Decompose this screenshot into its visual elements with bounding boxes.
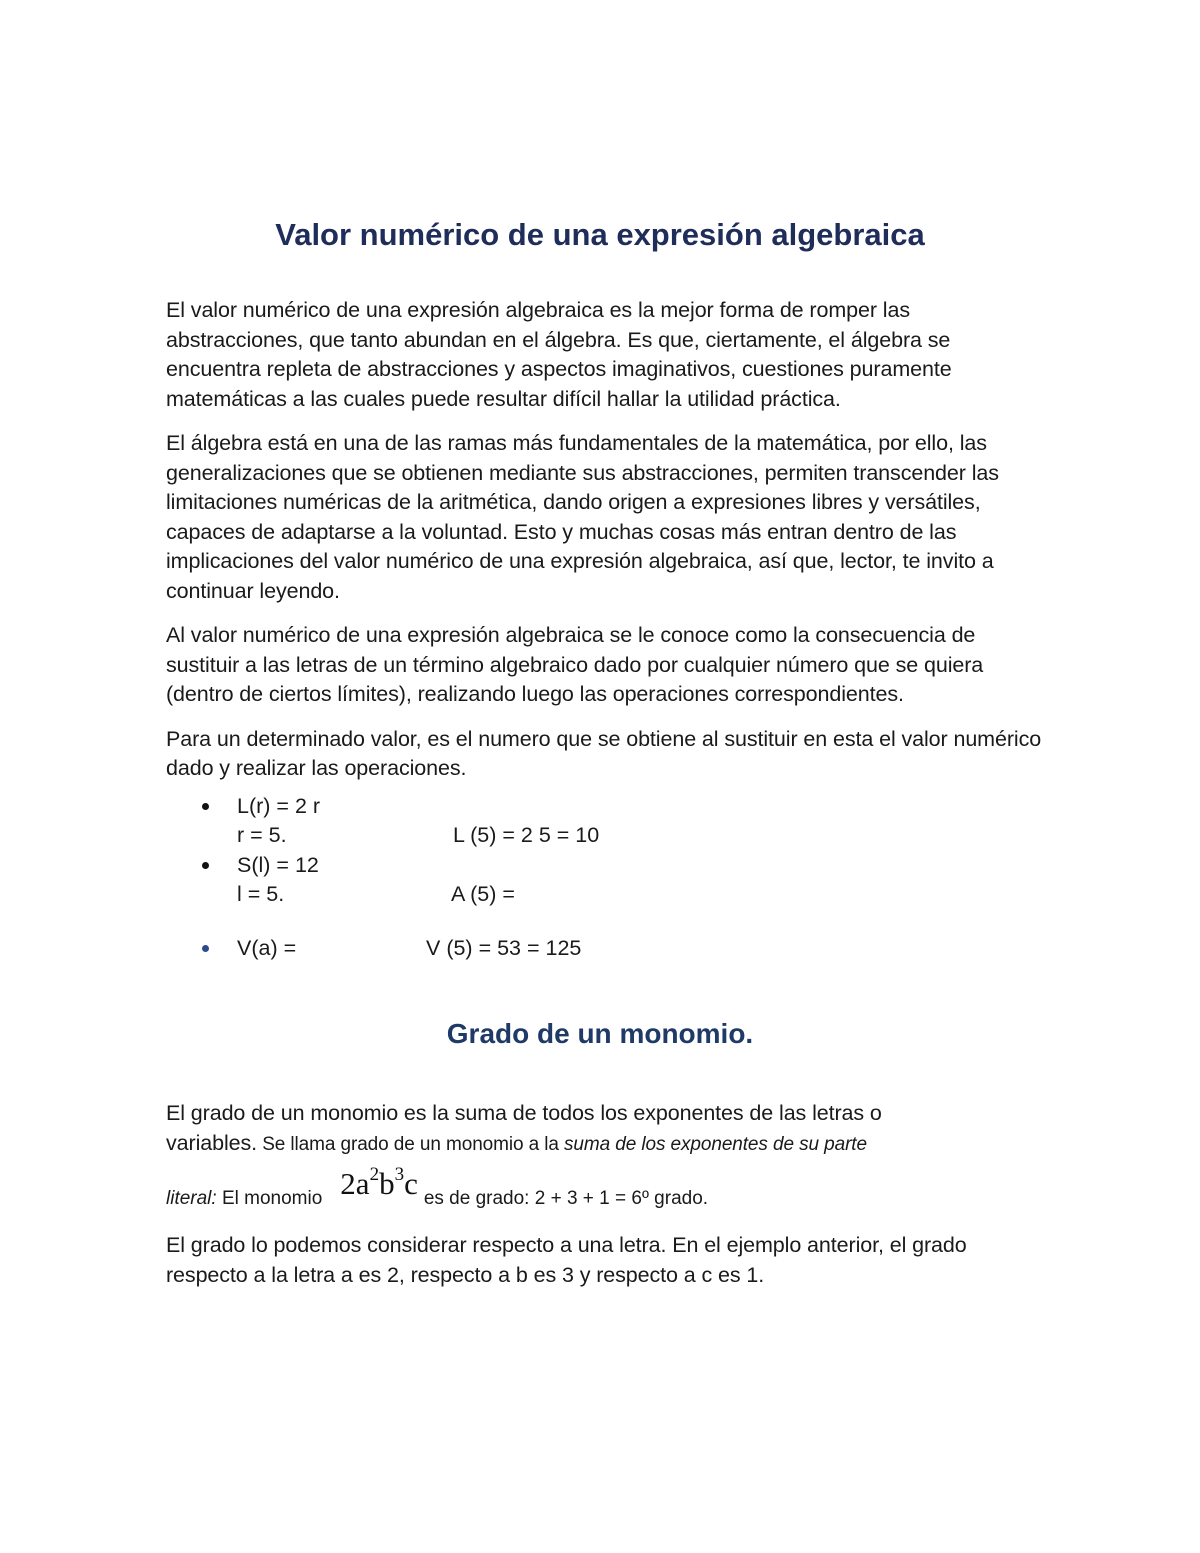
page-title: Valor numérico de una expresión algebraica (275, 217, 925, 252)
text-run: Se llama grado de un monomio a la (257, 1133, 565, 1155)
list-item (166, 792, 1046, 851)
paragraph-2: El álgebra está en una de las ramas más fundamentales de la matemática, por ello, las generalizaciones que se obtienen mediante sus abstracciones, permiten transcender las limitaciones numéricas de la aritmética, dando origen a expresiones libres y versátiles, capaces de adaptarse a la voluntad. Esto y muchas cosas más entran dentro de las implicaciones del valor numérico de una expresión algebraica, así que, lector, te invito a continuar leyendo. (166, 431, 999, 603)
list-item (166, 851, 1046, 910)
formula-exponent: 2 (369, 1164, 380, 1185)
examples-list (166, 792, 1046, 964)
literal-line (166, 1159, 1046, 1215)
example-input: r = 5. (237, 823, 287, 847)
example-formula: L(r) = 2 r (237, 793, 321, 818)
example-formula: V(a) = (237, 935, 297, 960)
text-run: El monomio (216, 1188, 323, 1209)
section-paragraph-2: El grado lo podemos considerar respecto a una letra. En el ejemplo anterior, el grado respecto a la letra a es 2, respecto a b es 3 y respecto a c es 1. (166, 1233, 967, 1287)
text-run: es de grado: 2 + 3 + 1 = 6º grado. (423, 1188, 709, 1209)
text-run: El grado de un monomio es la suma de todos los exponentes de las letras o (166, 1101, 882, 1125)
example-formula: S(l) = 12 (237, 852, 319, 877)
text-run-italic: suma de los exponentes de su parte (564, 1133, 867, 1155)
section-paragraph-1 (166, 1099, 1046, 1159)
example-result: A (5) = (451, 882, 515, 906)
text-run-italic: literal: (166, 1188, 217, 1209)
paragraph-1: El valor numérico de una expresión algebraica es la mejor forma de romper las abstracciones, que tanto abundan en el álgebra. Es que, ciertamente, el álgebra se encuentra repleta de abstracciones y aspectos imaginativos, cuestiones puramente matemáticas a las cuales puede resultar difícil hallar la utilidad práctica. (166, 298, 952, 411)
section-title: Grado de un monomio. (446, 1018, 754, 1049)
list-item (166, 934, 1046, 964)
formula-part: b (379, 1166, 395, 1201)
formula-part: c (404, 1166, 418, 1201)
example-result: L (5) = 2 5 = 10 (453, 823, 600, 847)
monomial-formula (340, 1166, 418, 1201)
paragraph-4: Para un determinado valor, es el numero que se obtiene al sustituir en esta el valor numérico dado y realizar las operaciones. (166, 726, 1042, 780)
example-input: l = 5. (237, 882, 285, 906)
text-run: variables. (166, 1130, 258, 1155)
document-page (166, 212, 1046, 1305)
bullet-icon (202, 803, 209, 810)
bullet-icon (202, 862, 209, 869)
formula-exponent: 3 (394, 1164, 405, 1185)
formula-part: 2a (340, 1166, 370, 1201)
example-result: V (5) = 53 = 125 (426, 935, 582, 960)
paragraph-3: Al valor numérico de una expresión algebraica se le conoce como la consecuencia de sustituir a las letras de un término algebraico dado por cualquier número que se quiera (dentro de ciertos límites), realizando luego las operaciones correspondientes. (166, 623, 984, 706)
bullet-icon (202, 945, 209, 952)
